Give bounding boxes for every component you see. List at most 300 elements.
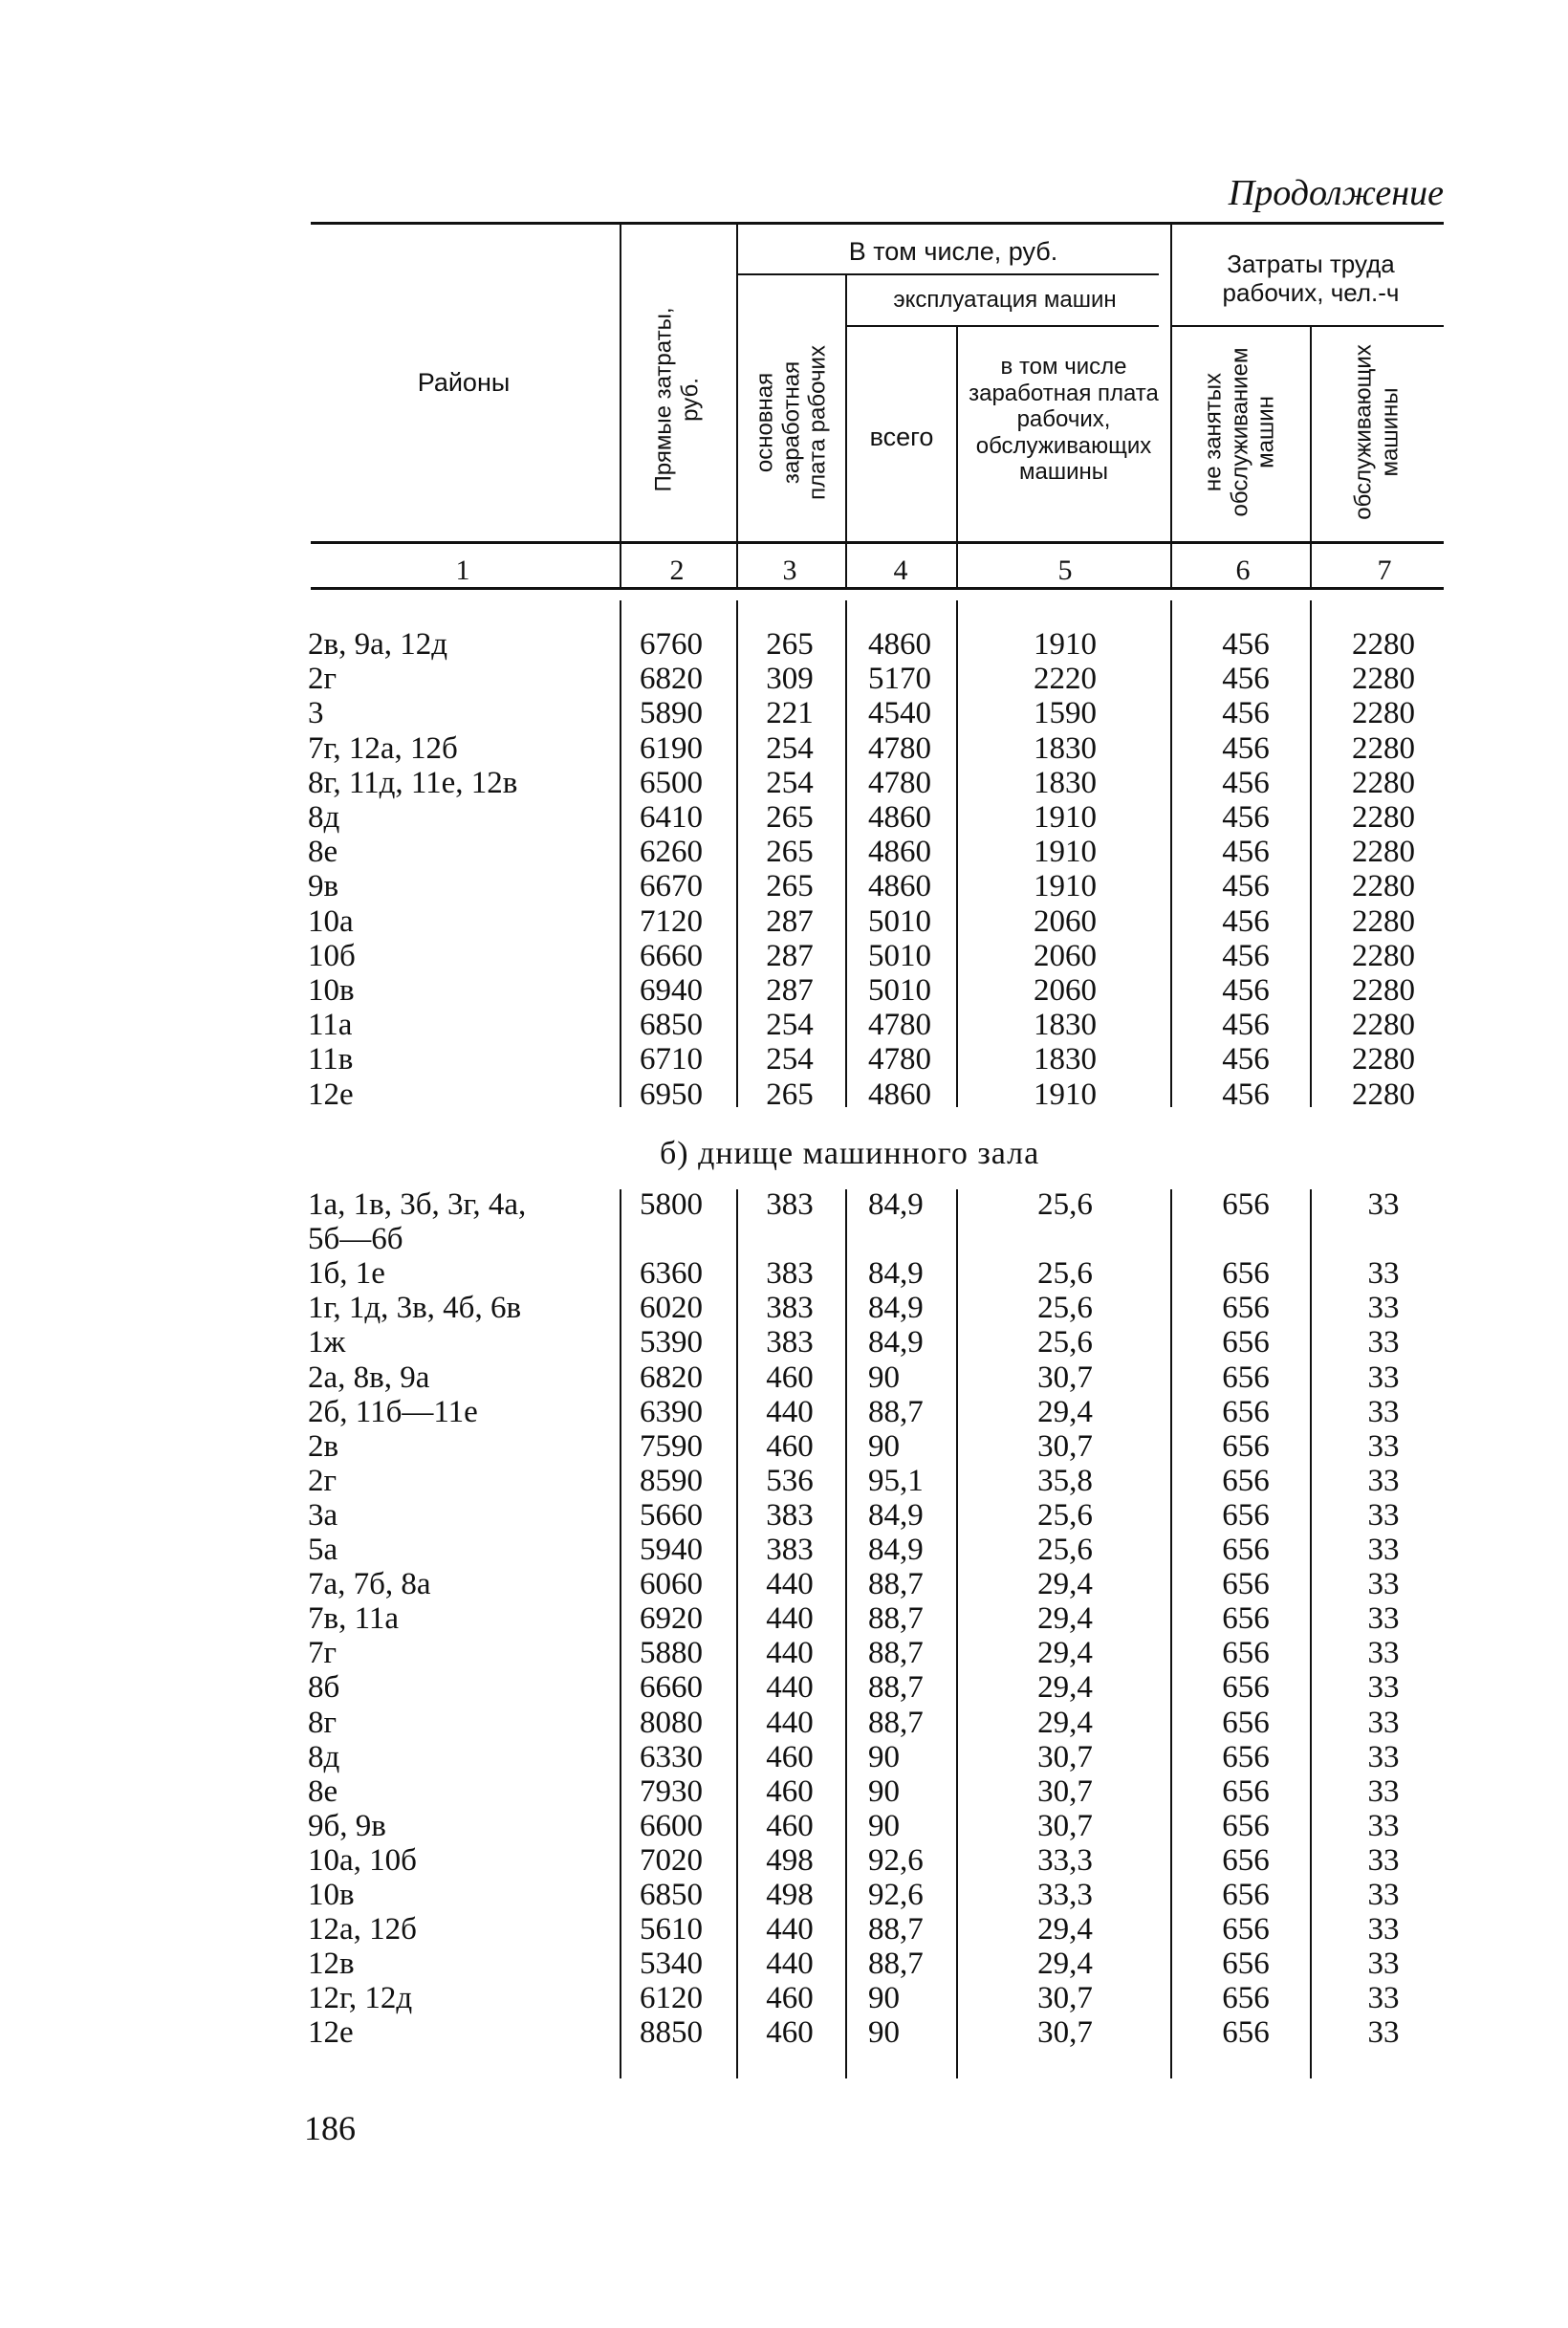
cell-value: 656 <box>1222 2015 1270 2051</box>
cell-value: 309 <box>766 662 814 697</box>
cell-value: 92,6 <box>868 1842 924 1878</box>
cell-value: 33 <box>1367 1705 1400 1740</box>
cell-value: 656 <box>1222 1981 1270 2016</box>
cell-value: 33 <box>1367 1463 1400 1498</box>
cell-rayon: 9б, 9в <box>308 1808 386 1843</box>
cell-value: 84,9 <box>868 1187 924 1222</box>
cell-value: 5890 <box>640 696 703 731</box>
cell-value: 84,9 <box>868 1497 924 1533</box>
table-row <box>0 800 1568 835</box>
cell-rayon: 1б, 1е <box>308 1256 385 1292</box>
table-row <box>0 1395 1568 1429</box>
table-row <box>0 1706 1568 1740</box>
header-pryamye-zatraty: Прямые затраты, руб. <box>650 307 703 492</box>
cell-value: 1910 <box>1034 869 1097 904</box>
cell-value: 33 <box>1367 1533 1400 1567</box>
cell-value: 8850 <box>640 2015 703 2051</box>
cell-value: 456 <box>1222 973 1270 1008</box>
cell-rayon: 12а, 12б <box>308 1912 417 1947</box>
cell-value: 8590 <box>640 1463 703 1498</box>
cell-value: 440 <box>766 1705 814 1740</box>
cell-value: 6660 <box>640 938 703 973</box>
table-row <box>0 1008 1568 1042</box>
cell-rayon: 8е <box>308 835 338 870</box>
cell-value: 88,7 <box>868 1947 924 1982</box>
cell-value: 2060 <box>1034 903 1097 939</box>
cell-value: 265 <box>766 627 814 662</box>
table-row <box>0 1325 1568 1360</box>
cell-value: 6500 <box>640 765 703 800</box>
cell-value: 5010 <box>868 903 931 939</box>
header-ne-zanyatykh: не занятых обслуживанием машин <box>1200 347 1279 517</box>
cell-value: 456 <box>1222 938 1270 973</box>
cell-value: 4540 <box>868 696 931 731</box>
cell-rayon: 8д <box>308 1739 340 1774</box>
header-obsluzhivayushchikh: обслуживающих машины <box>1350 344 1403 520</box>
cell-value: 5880 <box>640 1636 703 1671</box>
cell-value: 30,7 <box>1037 1981 1093 2016</box>
cell-value: 456 <box>1222 1008 1270 1043</box>
cell-value: 33,3 <box>1037 1842 1093 1878</box>
cell-rayon: 7г, 12а, 12б <box>308 730 458 766</box>
cell-value: 2280 <box>1352 627 1415 662</box>
cell-value: 90 <box>868 2015 900 2051</box>
cell-value: 287 <box>766 903 814 939</box>
cell-value: 88,7 <box>868 1912 924 1947</box>
cell-rayon: 12е <box>308 2015 354 2051</box>
cell-value: 221 <box>766 696 814 731</box>
cell-value: 1910 <box>1034 800 1097 835</box>
cell-value: 656 <box>1222 1636 1270 1671</box>
table-row <box>0 1981 1568 2015</box>
cell-value: 33 <box>1367 1842 1400 1878</box>
cell-value: 29,4 <box>1037 1601 1093 1637</box>
cell-value: 6600 <box>640 1808 703 1843</box>
cell-value: 30,7 <box>1037 2015 1093 2051</box>
cell-value: 5800 <box>640 1187 703 1222</box>
cell-value: 4860 <box>868 800 931 835</box>
cell-rayon: 10а <box>308 903 354 939</box>
cell-value: 383 <box>766 1533 814 1567</box>
cell-rayon: 7г <box>308 1636 338 1671</box>
cell-rayon: 2б, 11б—11е <box>308 1394 478 1429</box>
cell-value: 498 <box>766 1842 814 1878</box>
cell-value: 656 <box>1222 1912 1270 1947</box>
header-sep-2 <box>736 224 738 589</box>
cell-value: 1910 <box>1034 835 1097 870</box>
cell-value: 4780 <box>868 1042 931 1077</box>
header-ekspluatatsiya: эксплуатация машин <box>893 287 1117 313</box>
cell-value: 6120 <box>640 1981 703 2016</box>
cell-value: 656 <box>1222 1256 1270 1292</box>
cell-value: 5170 <box>868 662 931 697</box>
cell-rayon: 10а, 10б <box>308 1842 417 1878</box>
table-row <box>0 1291 1568 1325</box>
table-row <box>0 1912 1568 1947</box>
cell-rayon: 2в, 9а, 12д <box>308 627 448 662</box>
cell-value: 656 <box>1222 1325 1270 1360</box>
cell-value: 25,6 <box>1037 1497 1093 1533</box>
table-row <box>0 1878 1568 1912</box>
column-number-2: 2 <box>669 555 685 586</box>
cell-value: 33 <box>1367 1360 1400 1395</box>
cell-value: 6760 <box>640 627 703 662</box>
cell-value: 33 <box>1367 1601 1400 1637</box>
cell-value: 440 <box>766 1670 814 1706</box>
cell-value: 5660 <box>640 1497 703 1533</box>
cell-value: 440 <box>766 1912 814 1947</box>
cell-value: 456 <box>1222 869 1270 904</box>
cell-value: 456 <box>1222 800 1270 835</box>
cell-value: 656 <box>1222 1773 1270 1809</box>
table-row <box>0 1601 1568 1636</box>
cell-value: 460 <box>766 1808 814 1843</box>
cell-value: 25,6 <box>1037 1325 1093 1360</box>
cell-value: 4780 <box>868 730 931 766</box>
cell-value: 1910 <box>1034 627 1097 662</box>
table-row <box>0 1809 1568 1843</box>
cell-rayon: 8е <box>308 1773 338 1809</box>
cell-value: 1830 <box>1034 730 1097 766</box>
cell-value: 30,7 <box>1037 1360 1093 1395</box>
cell-value: 265 <box>766 835 814 870</box>
continuation-label: Продолжение <box>1228 173 1444 213</box>
header-v-tom-chisle-zarplata: в том числе заработная плата рабочих, обслуживающих машины <box>969 354 1159 486</box>
column-number-5: 5 <box>1057 555 1073 586</box>
cell-value: 440 <box>766 1567 814 1602</box>
cell-value: 656 <box>1222 1360 1270 1395</box>
cell-value: 656 <box>1222 1533 1270 1567</box>
cell-value: 265 <box>766 1077 814 1112</box>
cell-value: 656 <box>1222 1842 1270 1878</box>
cell-value: 30,7 <box>1037 1428 1093 1464</box>
cell-value: 1830 <box>1034 1008 1097 1043</box>
cell-value: 6260 <box>640 835 703 870</box>
cell-value: 7590 <box>640 1428 703 1464</box>
cell-value: 6940 <box>640 973 703 1008</box>
table-row <box>0 1360 1568 1395</box>
cell-value: 460 <box>766 1739 814 1774</box>
cell-value: 33 <box>1367 1808 1400 1843</box>
cell-value: 456 <box>1222 627 1270 662</box>
cell-value: 88,7 <box>868 1394 924 1429</box>
cell-value: 4780 <box>868 1008 931 1043</box>
table-row <box>0 1533 1568 1567</box>
cell-value: 95,1 <box>868 1463 924 1498</box>
cell-rayon: 10б <box>308 938 356 973</box>
cell-value: 90 <box>868 1739 900 1774</box>
cell-rayon: 10в <box>308 1878 355 1912</box>
header-rayony: Районы <box>417 368 511 397</box>
cell-value: 254 <box>766 1042 814 1077</box>
cell-value: 33 <box>1367 1428 1400 1464</box>
cell-value: 4860 <box>868 869 931 904</box>
cell-value: 5340 <box>640 1947 703 1982</box>
cell-value: 88,7 <box>868 1601 924 1637</box>
cell-rayon: 8г <box>308 1705 338 1740</box>
top-rule <box>311 222 1444 225</box>
cell-value: 456 <box>1222 662 1270 697</box>
cell-rayon: 11в <box>308 1042 354 1077</box>
header-sep-5 <box>1170 224 1172 589</box>
cell-value: 6850 <box>640 1878 703 1912</box>
cell-value: 456 <box>1222 765 1270 800</box>
header-osnovnaya-zarplata: основная заработная плата рабочих <box>751 345 831 500</box>
cell-value: 25,6 <box>1037 1291 1093 1326</box>
cell-value: 5940 <box>640 1533 703 1567</box>
header-v-tom-chisle: В том числе, руб. <box>848 237 1058 266</box>
cell-value: 440 <box>766 1947 814 1982</box>
cell-value: 5390 <box>640 1325 703 1360</box>
header-sep-4 <box>956 327 958 589</box>
table-row <box>0 2015 1568 2050</box>
table-row <box>0 1042 1568 1077</box>
cell-value: 33 <box>1367 1981 1400 2016</box>
table-row <box>0 1187 1568 1222</box>
column-number-4: 4 <box>893 555 908 586</box>
cell-value: 92,6 <box>868 1878 924 1912</box>
cell-value: 456 <box>1222 730 1270 766</box>
cell-value: 33 <box>1367 2015 1400 2051</box>
cell-value: 2060 <box>1034 938 1097 973</box>
cell-value: 29,4 <box>1037 1636 1093 1671</box>
cell-value: 29,4 <box>1037 1670 1093 1706</box>
cell-value: 6410 <box>640 800 703 835</box>
cell-value: 460 <box>766 1360 814 1395</box>
cell-rayon: 12е <box>308 1077 354 1112</box>
cell-value: 90 <box>868 1773 900 1809</box>
cell-value: 656 <box>1222 1497 1270 1533</box>
cell-rayon: 1ж <box>308 1325 346 1360</box>
table-row <box>0 1636 1568 1670</box>
table-row <box>0 1498 1568 1533</box>
cell-value: 287 <box>766 938 814 973</box>
cell-rayon: 12г, 12д <box>308 1981 413 2016</box>
cell-value: 656 <box>1222 1947 1270 1982</box>
cell-rayon: 7а, 7б, 8а <box>308 1567 431 1602</box>
cell-value: 265 <box>766 869 814 904</box>
cell-value: 90 <box>868 1808 900 1843</box>
cell-value: 2280 <box>1352 662 1415 697</box>
cell-value: 30,7 <box>1037 1773 1093 1809</box>
cell-value: 29,4 <box>1037 1705 1093 1740</box>
cell-rayon: 7в, 11а <box>308 1601 400 1637</box>
group-rule-zatraty <box>1172 325 1444 327</box>
table-row <box>0 1740 1568 1774</box>
cell-value: 33 <box>1367 1878 1400 1912</box>
cell-value: 25,6 <box>1037 1533 1093 1567</box>
cell-value: 4860 <box>868 835 931 870</box>
cell-value: 1830 <box>1034 1042 1097 1077</box>
cell-value: 2280 <box>1352 835 1415 870</box>
column-number-3: 3 <box>782 555 797 586</box>
cell-value: 90 <box>868 1360 900 1395</box>
cell-value: 656 <box>1222 1394 1270 1429</box>
cell-rayon: 1а, 1в, 3б, 3г, 4а, <box>308 1187 527 1222</box>
cell-value: 33 <box>1367 1325 1400 1360</box>
cell-rayon: 5б—6б <box>308 1222 403 1257</box>
cell-value: 6020 <box>640 1291 703 1326</box>
cell-value: 1910 <box>1034 1077 1097 1112</box>
cell-rayon: 2а, 8в, 9а <box>308 1360 430 1395</box>
cell-value: 88,7 <box>868 1636 924 1671</box>
cell-value: 656 <box>1222 1187 1270 1222</box>
cell-value: 460 <box>766 1773 814 1809</box>
cell-value: 656 <box>1222 1739 1270 1774</box>
cell-value: 456 <box>1222 696 1270 731</box>
cell-value: 33 <box>1367 1947 1400 1982</box>
cell-value: 2280 <box>1352 938 1415 973</box>
cell-value: 33 <box>1367 1636 1400 1671</box>
table-row <box>0 1256 1568 1291</box>
table-row <box>0 1670 1568 1705</box>
group-rule-ekspluatatsiya <box>846 325 1159 327</box>
cell-value: 30,7 <box>1037 1808 1093 1843</box>
cell-value: 33 <box>1367 1256 1400 1292</box>
table-row <box>0 835 1568 869</box>
cell-value: 383 <box>766 1256 814 1292</box>
cell-value: 460 <box>766 1428 814 1464</box>
cell-value: 6820 <box>640 1360 703 1395</box>
cell-value: 383 <box>766 1291 814 1326</box>
cell-value: 33 <box>1367 1187 1400 1222</box>
cell-value: 7930 <box>640 1773 703 1809</box>
cell-value: 6660 <box>640 1670 703 1706</box>
cell-value: 2220 <box>1034 662 1097 697</box>
cell-value: 33 <box>1367 1739 1400 1774</box>
cell-value: 254 <box>766 730 814 766</box>
cell-value: 2280 <box>1352 973 1415 1008</box>
cell-value: 30,7 <box>1037 1739 1093 1774</box>
cell-rayon: 3а <box>308 1497 338 1533</box>
table-row <box>0 731 1568 766</box>
cell-value: 1830 <box>1034 765 1097 800</box>
column-number-6: 6 <box>1235 555 1251 586</box>
cell-value: 7020 <box>640 1842 703 1878</box>
cell-value: 456 <box>1222 1077 1270 1112</box>
cell-value: 456 <box>1222 903 1270 939</box>
cell-value: 6330 <box>640 1739 703 1774</box>
table-row <box>0 1429 1568 1464</box>
table-row <box>0 904 1568 939</box>
cell-value: 6920 <box>640 1601 703 1637</box>
cell-value: 88,7 <box>868 1705 924 1740</box>
table-row <box>0 1567 1568 1601</box>
cell-value: 4780 <box>868 765 931 800</box>
cell-value: 383 <box>766 1497 814 1533</box>
cell-value: 25,6 <box>1037 1256 1093 1292</box>
table-row <box>0 696 1568 730</box>
cell-value: 88,7 <box>868 1670 924 1706</box>
cell-value: 2280 <box>1352 1008 1415 1043</box>
table-row <box>0 869 1568 903</box>
cell-value: 5610 <box>640 1912 703 1947</box>
cell-value: 254 <box>766 765 814 800</box>
table-row <box>0 1464 1568 1498</box>
cell-value: 656 <box>1222 1291 1270 1326</box>
column-number-1: 1 <box>455 555 470 586</box>
cell-rayon: 8б <box>308 1670 340 1706</box>
header-zatraty-truda: Затраты труда рабочих, чел.-ч <box>1222 250 1400 307</box>
cell-rayon: 8г, 11д, 11е, 12в <box>308 765 518 800</box>
cell-rayon: 3 <box>308 696 324 731</box>
cell-value: 456 <box>1222 835 1270 870</box>
cell-value: 4860 <box>868 627 931 662</box>
cell-value: 84,9 <box>868 1533 924 1567</box>
cell-rayon: 12в <box>308 1947 355 1982</box>
cell-rayon: 8д <box>308 800 340 835</box>
cell-value: 29,4 <box>1037 1912 1093 1947</box>
cell-value: 656 <box>1222 1670 1270 1706</box>
colnum-bottom-rule <box>311 587 1444 590</box>
cell-value: 33 <box>1367 1912 1400 1947</box>
cell-value: 33 <box>1367 1394 1400 1429</box>
table-row <box>0 662 1568 696</box>
cell-rayon: 11а <box>308 1008 353 1043</box>
cell-value: 6670 <box>640 869 703 904</box>
cell-value: 7120 <box>640 903 703 939</box>
cell-value: 6390 <box>640 1394 703 1429</box>
header-vsego: всего <box>869 423 934 451</box>
cell-value: 254 <box>766 1008 814 1043</box>
page-number: 186 <box>304 2109 356 2147</box>
cell-value: 25,6 <box>1037 1187 1093 1222</box>
cell-value: 456 <box>1222 1042 1270 1077</box>
cell-rayon: 10в <box>308 973 355 1008</box>
table-row <box>0 1843 1568 1878</box>
cell-value: 2280 <box>1352 696 1415 731</box>
group-rule-v-tom-chisle <box>738 273 1159 275</box>
cell-value: 440 <box>766 1394 814 1429</box>
cell-value: 90 <box>868 1428 900 1464</box>
cell-value: 29,4 <box>1037 1567 1093 1602</box>
cell-value: 2280 <box>1352 903 1415 939</box>
header-sep-1 <box>620 224 621 589</box>
table-row <box>0 1774 1568 1809</box>
table-row <box>0 973 1568 1008</box>
cell-value: 656 <box>1222 1601 1270 1637</box>
cell-value: 2280 <box>1352 765 1415 800</box>
cell-value: 656 <box>1222 1428 1270 1464</box>
cell-value: 656 <box>1222 1705 1270 1740</box>
cell-rayon: 2в <box>308 1428 339 1464</box>
column-number-7: 7 <box>1377 555 1392 586</box>
cell-rayon: 5а <box>308 1533 338 1567</box>
cell-value: 265 <box>766 800 814 835</box>
table-row <box>0 627 1568 662</box>
table-row <box>0 1222 1568 1256</box>
cell-value: 6060 <box>640 1567 703 1602</box>
cell-value: 656 <box>1222 1808 1270 1843</box>
cell-value: 6710 <box>640 1042 703 1077</box>
cell-value: 1590 <box>1034 696 1097 731</box>
cell-value: 460 <box>766 1981 814 2016</box>
cell-value: 33 <box>1367 1670 1400 1706</box>
cell-value: 2280 <box>1352 869 1415 904</box>
cell-value: 6190 <box>640 730 703 766</box>
header-sep-6 <box>1310 327 1312 589</box>
cell-value: 33 <box>1367 1291 1400 1326</box>
table-row <box>0 1947 1568 1981</box>
cell-value: 8080 <box>640 1705 703 1740</box>
cell-value: 440 <box>766 1601 814 1637</box>
cell-value: 33 <box>1367 1567 1400 1602</box>
cell-value: 2280 <box>1352 1077 1415 1112</box>
cell-value: 5010 <box>868 938 931 973</box>
cell-value: 35,8 <box>1037 1463 1093 1498</box>
cell-value: 460 <box>766 2015 814 2051</box>
cell-value: 2060 <box>1034 973 1097 1008</box>
